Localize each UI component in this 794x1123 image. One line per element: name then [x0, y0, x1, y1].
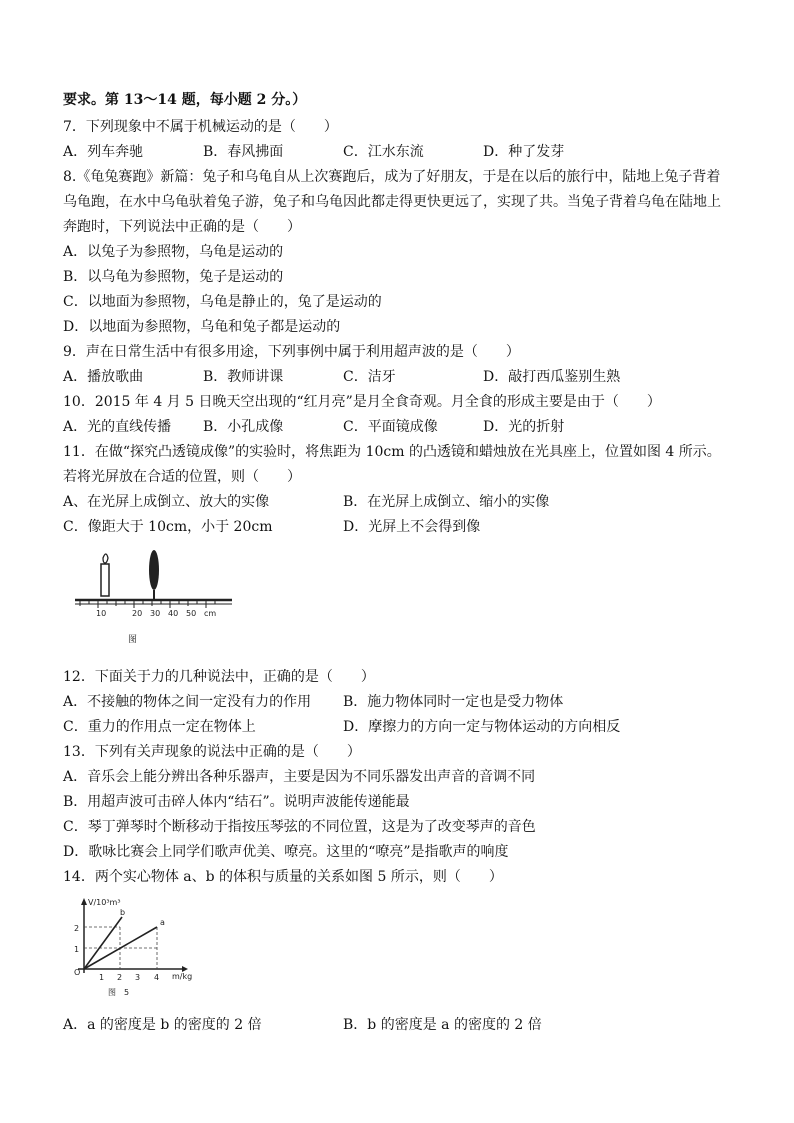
q13-option-c: C．琴丁弹琴时个断移动于指按压琴弦的不同位置，这是为了改变琴声的音色	[63, 819, 536, 835]
section-header: 要求。第 13～14 题，每小题 2 分。）	[63, 92, 307, 108]
figure-4-caption: 图	[128, 635, 138, 645]
q9-option-a: A．播放歌曲	[63, 369, 144, 385]
bench-tick-label: cm	[204, 609, 217, 618]
q11-stem-line-1: 11．在做“探究凸透镜成像”的实验时，将焦距为 10cm 的凸透镜和蜡烛放在光具座上，位置如图 4 所示。	[63, 444, 721, 460]
series-label-a: a	[160, 918, 165, 927]
bench-tick-label: 30	[150, 609, 161, 618]
q13-option-b: B．用超声波可击碎人体内“结石”。说明声波能传递能最	[63, 794, 410, 810]
q9-stem: 9．声在日常生活中有很多用途，下列事例中属于利用超声波的是（ ）	[63, 344, 520, 360]
q8-stem-line-2: 乌龟跑，在水中乌龟驮着兔子游，兔子和乌龟因此都走得更快更远了，实现了共。当兔子背着乌龟在陆地上	[63, 194, 721, 210]
q10-option-d: D．光的折射	[483, 419, 565, 435]
q10-option-a: A．光的直线传播	[63, 419, 172, 435]
q9-option-b: B．教师讲课	[203, 369, 284, 385]
x-tick-label: 1	[99, 973, 105, 982]
q14-option-b: B．b 的密度是 a 的密度的 2 倍	[343, 1017, 542, 1033]
q12-option-a: A．不接触的物体之间一定没有力的作用	[63, 694, 312, 710]
q10-stem: 10．2015 年 4 月 5 日晚天空出现的“红月亮”是月全食奇观。月全食的形成主要是由于（ ）	[63, 394, 661, 410]
figure-5-caption: 图 5	[108, 988, 130, 997]
q12-option-c: C．重力的作用点一定在物体上	[63, 719, 256, 735]
y-tick-label: 1	[74, 945, 80, 954]
q8-stem-line-3: 奔跑时，下列说法中正确的是（ ）	[63, 219, 301, 235]
q13-option-d: D．歌咏比赛会上同学们歌声优美、嘹亮。这里的“嘹亮”是指歌声的响度	[63, 844, 509, 860]
q10-option-b: B．小孔成像	[203, 419, 284, 435]
q9-option-d: D．敲打西瓜鉴别生熟	[483, 369, 621, 385]
bench-tick-label: 10	[96, 609, 107, 618]
q11-option-b: B．在光屏上成倒立、缩小的实像	[343, 494, 550, 510]
q8-option-b: B．以乌龟为参照物，兔子是运动的	[63, 269, 284, 285]
q7-stem: 7．下列现象中不属于机械运动的是（ ）	[63, 119, 338, 135]
q7-option-d: D．种了发芽	[483, 144, 565, 160]
q11-option-c: C．像距大于 10cm，小于 20cm	[63, 519, 273, 535]
q9-option-c: C．洁牙	[343, 369, 396, 385]
x-tick-label: 3	[135, 973, 141, 982]
q8-option-c: C．以地面为参照物，乌龟是静止的，兔了是运动的	[63, 294, 382, 310]
series-label-b: b	[120, 908, 126, 917]
bench-tick-label: 40	[168, 609, 179, 618]
y-tick-label: 2	[74, 924, 80, 933]
q12-option-b: B．施力物体同时一定也是受力物体	[343, 694, 564, 710]
q11-option-a: A、在光屏上成倒立、放大的实像	[63, 494, 270, 510]
q7-option-b: B．春风拂面	[203, 144, 284, 160]
q13-stem: 13．下列有关声现象的说法中正确的是（ ）	[63, 744, 361, 760]
q11-stem-line-2: 若将光屏放在合适的位置，则（ ）	[63, 469, 301, 485]
q11-option-d: D．光屏上不会得到像	[343, 519, 481, 535]
q8-stem-line-1: 8.《龟兔赛跑》新篇：兔子和乌龟自从上次赛跑后，成为了好朋友，于是在以后的旅行中，陆地上兔子背着	[63, 169, 721, 185]
q10-option-c: C．平面镜成像	[343, 419, 438, 435]
q8-option-a: A．以兔子为参照物，乌龟是运动的	[63, 244, 284, 260]
q14-option-a: A．a 的密度是 b 的密度的 2 倍	[63, 1017, 262, 1033]
y-axis-label: V/10³m³	[88, 898, 121, 907]
convex-lens-icon	[149, 550, 159, 600]
figure-5-volume-mass-graph	[62, 895, 197, 1005]
bench-tick-label: 50	[186, 609, 197, 618]
y-axis-arrow-icon	[81, 898, 87, 905]
q14-stem: 14．两个实心物体 a、b 的体积与质量的关系如图 5 所示，则（ ）	[63, 869, 503, 885]
candle-icon	[101, 554, 109, 596]
origin-label: O	[74, 968, 81, 977]
figure-4-optical-bench	[70, 548, 240, 648]
q7-option-c: C．江水东流	[343, 144, 424, 160]
q13-option-a: A．音乐会上能分辨出各种乐器声，主要是因为不同乐器发出声音的音调不同	[63, 769, 536, 785]
q12-stem: 12．下面关于力的几种说法中，正确的是（ ）	[63, 669, 375, 685]
q8-option-d: D．以地面为参照物，乌龟和兔子都是运动的	[63, 319, 341, 335]
x-tick-label: 4	[154, 973, 160, 982]
q12-option-d: D．摩擦力的方向一定与物体运动的方向相反	[343, 719, 621, 735]
x-axis-label: m/kg	[172, 972, 193, 981]
bench-tick-label: 20	[132, 609, 143, 618]
q7-option-a: A．列车奔驰	[63, 144, 144, 160]
x-tick-label: 2	[117, 973, 123, 982]
line-b	[84, 917, 122, 969]
